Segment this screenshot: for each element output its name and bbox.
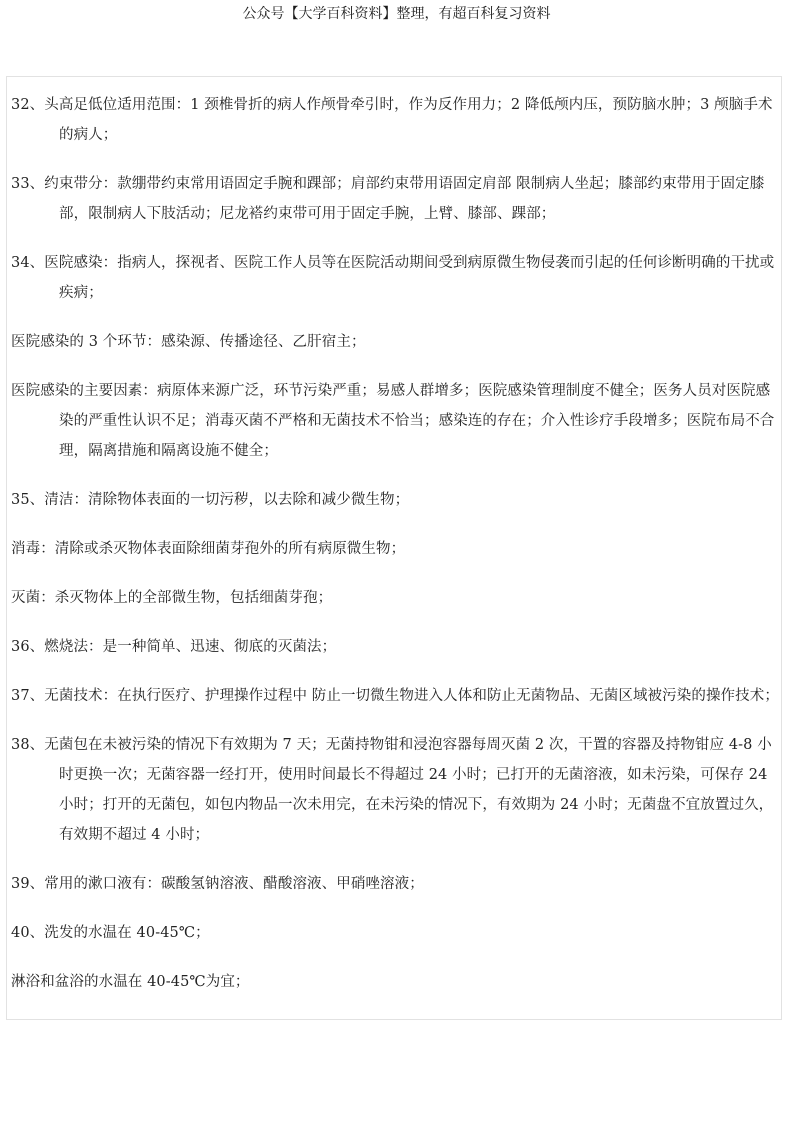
paragraph-40: 40、洗发的水温在 40-45℃； — [11, 925, 210, 941]
paragraph-infection-links: 医院感染的 3 个环节：感染源、传播途径、乙肝宿主； — [11, 334, 366, 350]
paragraph-disinfection: 消毒：清除或杀灭物体表面除细菌芽孢外的所有病原微生物； — [11, 541, 406, 557]
paragraph-36: 36、燃烧法：是一种简单、迅速、彻底的灭菌法； — [11, 639, 337, 655]
paragraph-33: 33、约束带分：款绷带约束常用语固定手腕和踝部；肩部约束带用语固定肩部 限制病人坐起；膝部约束带用于固定膝部，限制病人下肢活动；尼龙褡约束带可用于固定手腕，上臂、膝部、踝部； — [11, 176, 765, 222]
paragraph-32: 32、头高足低位适用范围：1 颈椎骨折的病人作颅骨牵引时，作为反作用力；2 降低颅内压，预防脑水肿；3 颅脑手术的病人； — [11, 97, 773, 143]
paragraph-34: 34、医院感染：指病人，探视者、医院工作人员等在医院活动期间受到病原微生物侵袭而引起的任何诊断明确的干扰或疾病； — [11, 255, 775, 301]
paragraph-sterilization: 灭菌：杀灭物体上的全部微生物，包括细菌芽孢； — [11, 590, 333, 606]
paragraph-37: 37、无菌技术：在执行医疗、护理操作过程中 防止一切微生物进入人体和防止无菌物品、无菌区域被污染的操作技术； — [11, 688, 779, 704]
document-body — [11, 90, 783, 1016]
paragraph-39: 39、常用的漱口液有：碳酸氢钠溶液、醋酸溶液、甲硝唑溶液； — [11, 876, 424, 892]
paragraph-infection-factors: 医院感染的主要因素：病原体来源广泛，环节污染严重；易感人群增多；医院感染管理制度不健全；医务人员对医院感染的严重性认识不足；消毒灭菌不严格和无菌技术不恰当；感染连的存在；介入性诊疗手段增多；医院布局不合理，隔离措施和隔离设施不健全； — [11, 383, 775, 459]
paragraph-38: 38、无菌包在未被污染的情况下有效期为 7 天；无菌持物钳和浸泡容器每周灭菌 2 次，干置的容器及持物钳应 4-8 小时更换一次；无菌容器一经打开，使用时间最长不得超过 24 小时；已打开的无菌溶液，如未污染，可保存 24 小时；打开的无菌包，如包内物品一次未用完，在未污染的情况下，有效期为 24 小时；无菌盘不宜放置过久，有效期不超过 4 小时； — [11, 737, 774, 843]
paragraph-bath-temperature: 淋浴和盆浴的水温在 40-45℃为宜； — [11, 974, 250, 990]
paragraph-35: 35、清洁：清除物体表面的一切污秽，以去除和减少微生物； — [11, 492, 410, 508]
page-header: 公众号【大学百科资料】整理，有超百科复习资料 — [242, 6, 551, 22]
